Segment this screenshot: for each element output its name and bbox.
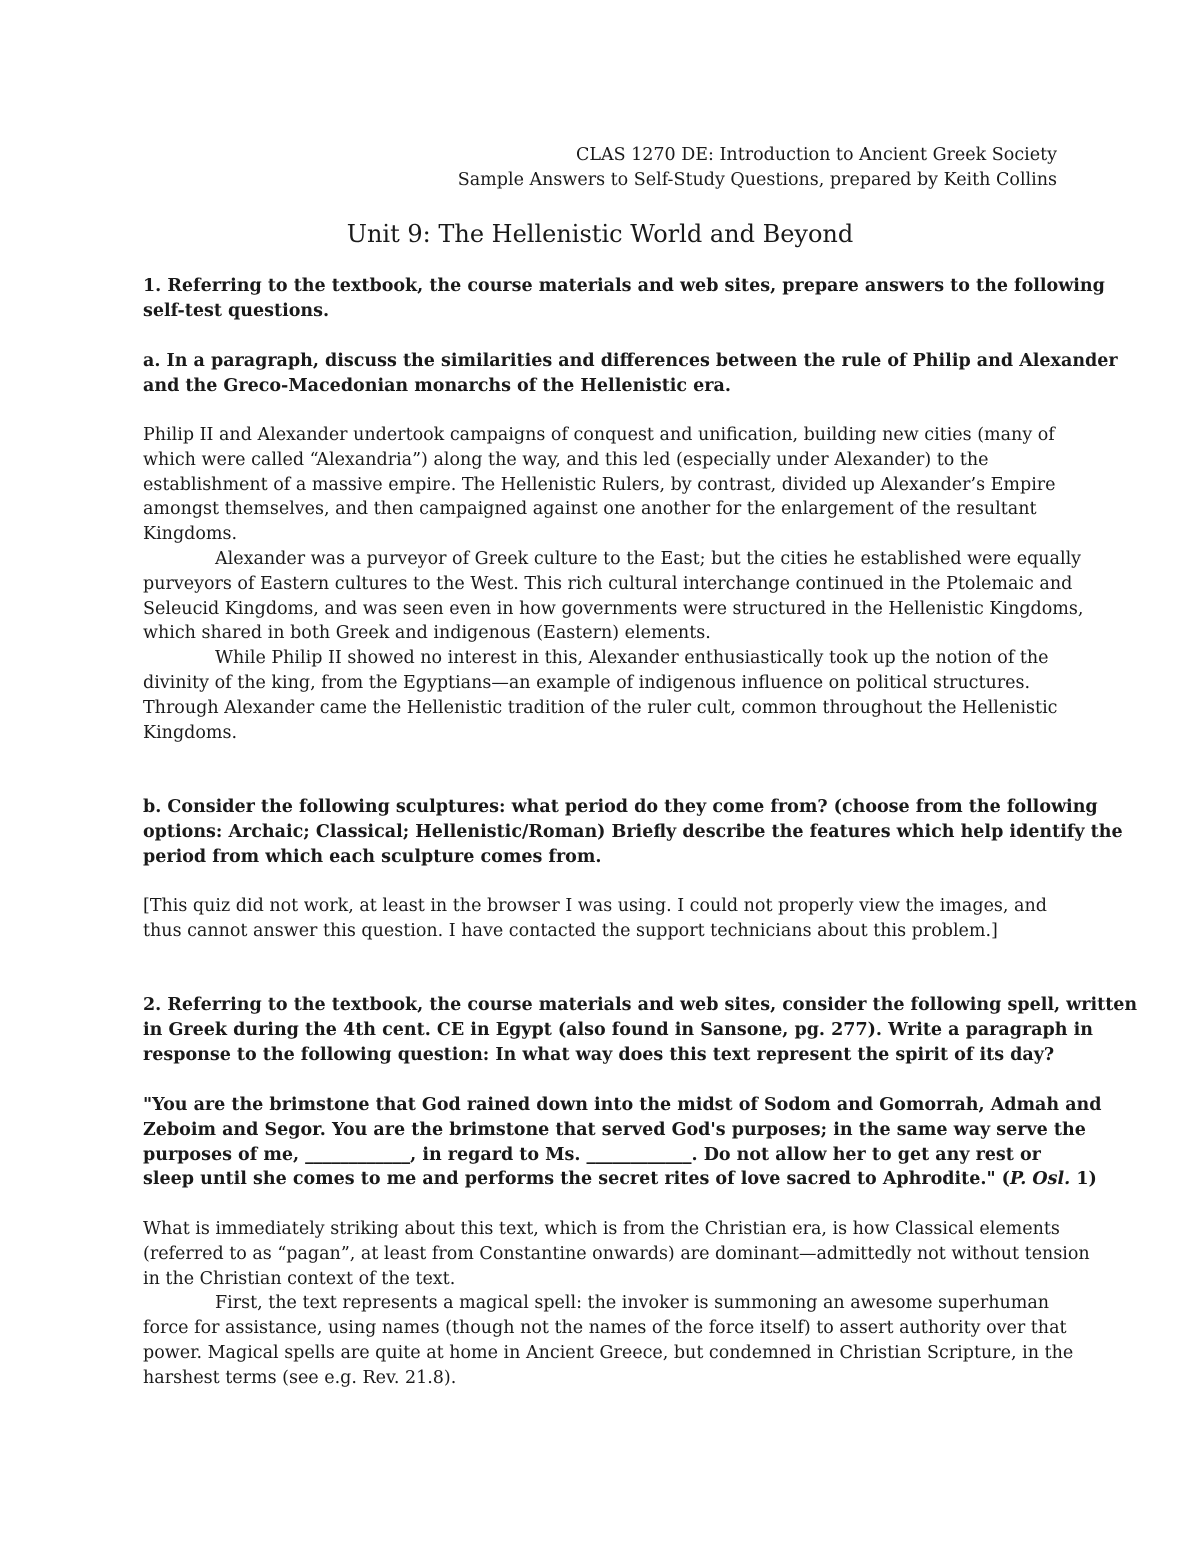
course-header: CLAS 1270 DE: Introduction to Ancient Greek Society <box>575 145 1057 165</box>
text-line: establishment of a massive empire. The Hellenistic Rulers, by contrast, divided up Alexander’s Empire <box>143 474 1056 495</box>
citation-source: P. Osl. <box>1009 1169 1071 1190</box>
spell-quote <box>143 1093 1102 1192</box>
text-line: Alexander was a purveyor of Greek culture to the East; but the cities he established were equally <box>215 548 1082 569</box>
text-line: divinity of the king, from the Egyptians—an example of indigenous influence on political structures. <box>143 672 1031 693</box>
text-line: Kingdoms. <box>143 524 238 545</box>
text-line: which were called “Alexandria”) along the way, and this led (especially under Alexander) to the <box>143 449 989 470</box>
question-1b-answer <box>143 894 1057 944</box>
text-line: thus cannot answer this question. I have contacted the support technicians about this problem.] <box>143 920 998 941</box>
text-line: and the Greco-Macedonian monarchs of the Hellenistic era. <box>143 375 731 396</box>
text-line: [This quiz did not work, at least in the browser I was using. I could not properly view the images, and <box>143 896 1047 916</box>
question-2-prompt <box>143 993 1138 1067</box>
text-line: b. Consider the following sculptures: what period do they come from? (choose from the following <box>143 797 1098 817</box>
text-line: While Philip II showed no interest in this, Alexander enthusiastically took up the notion of the <box>215 648 1049 669</box>
text-line: 1. Referring to the textbook, the course materials and web sites, prepare answers to the following <box>143 276 1105 296</box>
text-line: First, the text represents a magical spell: the invoker is summoning an awesome superhuman <box>215 1293 1050 1314</box>
text-line: amongst themselves, and then campaigned against one another for the enlargement of the resultant <box>143 499 1037 520</box>
text-line: (referred to as “pagan”, at least from Constantine onwards) are dominant—admittedly not without tension <box>143 1243 1090 1264</box>
question-1a-prompt <box>143 349 1118 399</box>
text-line: purveyors of Eastern cultures to the West. This rich cultural interchange continued in the Ptolemaic and <box>143 573 1073 594</box>
text-line: Zeboim and Segor. You are the brimstone that served God's purposes; in the same way serve the <box>143 1119 1086 1140</box>
text-line: Through Alexander came the Hellenistic tradition of the ruler cult, common throughout the Hellenistic <box>143 697 1058 718</box>
citation-end: 1) <box>1070 1169 1097 1190</box>
question-2-answer <box>143 1217 1090 1391</box>
text-line: period from which each sculpture comes from. <box>143 846 602 867</box>
text-line: Philip II and Alexander undertook campaigns of conquest and unification, building new cities (many of <box>143 425 1055 445</box>
text-line: which shared in both Greek and indigenous (Eastern) elements. <box>143 623 711 644</box>
text-line: force for assistance, using names (though not the names of the force itself) to assert authority over that <box>143 1318 1067 1339</box>
text-line: What is immediately striking about this text, which is from the Christian era, is how Classical elements <box>143 1219 1060 1239</box>
question-1b-prompt <box>143 795 1123 869</box>
text-line: Seleucid Kingdoms, and was seen even in how governments were structured in the Hellenistic Kingdoms, <box>143 598 1084 619</box>
question-1a-answer <box>143 423 1084 745</box>
text-line: 2. Referring to the textbook, the course materials and web sites, consider the following spell, written <box>143 995 1138 1015</box>
text-line: self-test questions. <box>143 300 330 321</box>
text-line: purposes of me, ____________, in regard to Ms. ____________. Do not allow her to get any rest or <box>143 1144 1041 1165</box>
page-title: Unit 9: The Hellenistic World and Beyond <box>346 220 854 248</box>
text-line: power. Magical spells are quite at home in Ancient Greece, but condemned in Christian Scripture, in the <box>143 1342 1074 1363</box>
document-subtitle: Sample Answers to Self-Study Questions, prepared by Keith Collins <box>457 170 1057 190</box>
text-line: "You are the brimstone that God rained down into the midst of Sodom and Gomorrah, Admah and <box>143 1095 1102 1115</box>
quote-last-line <box>143 1167 1097 1192</box>
text-line: response to the following question: In what way does this text represent the spirit of its day? <box>143 1044 1055 1065</box>
question-1-prompt <box>143 274 1105 324</box>
text-line: in the Christian context of the text. <box>143 1268 456 1289</box>
text-line: harshest terms (see e.g. Rev. 21.8). <box>143 1367 457 1388</box>
text-line: a. In a paragraph, discuss the similarities and differences between the rule of Philip and Alexander <box>143 351 1118 371</box>
text-line: sleep until she comes to me and performs the secret rites of love sacred to Aphrodite." ( <box>143 1169 1010 1190</box>
text-line: in Greek during the 4th cent. CE in Egypt (also found in Sansone, pg. 277). Write a paragraph in <box>143 1019 1093 1040</box>
text-line: Kingdoms. <box>143 722 238 743</box>
text-line: options: Archaic; Classical; Hellenistic/Roman) Briefly describe the features which help identify the <box>143 821 1123 842</box>
